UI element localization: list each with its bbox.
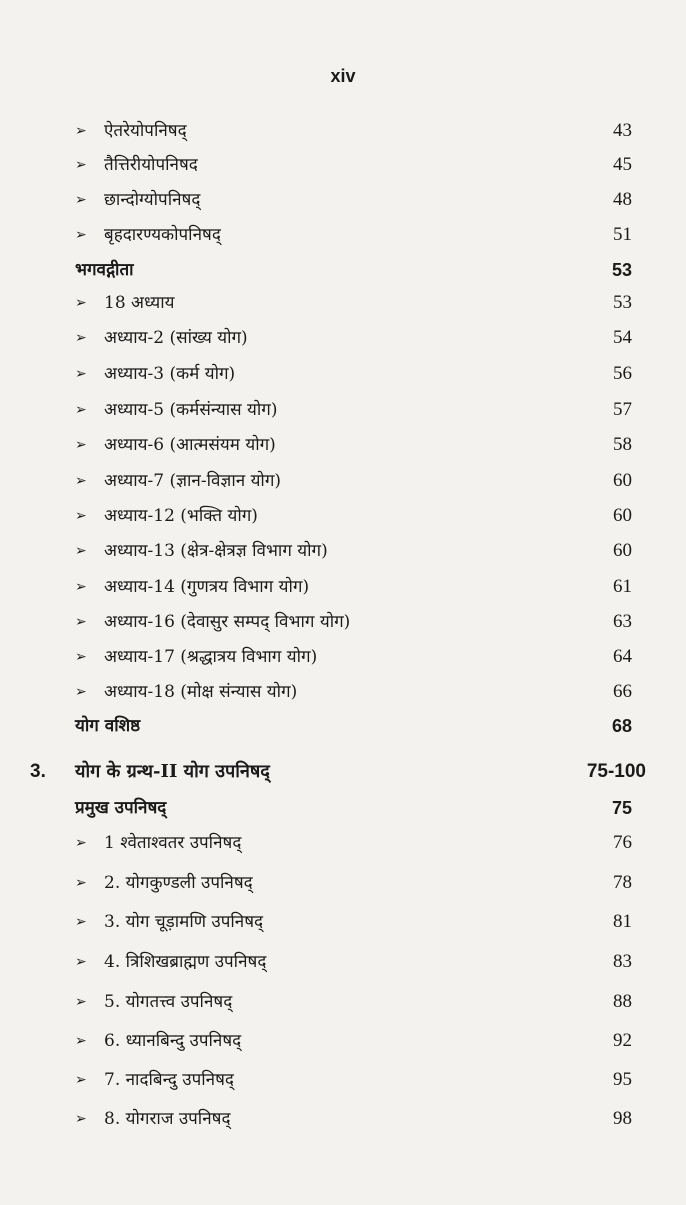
entry-title: बृहदारण्यकोपनिषद्	[104, 225, 221, 245]
entry-page: 64	[613, 646, 632, 667]
entry-title: अध्याय-18 (मोक्ष संन्यास योग)	[104, 682, 298, 702]
entry-title: अध्याय-6 (आत्मसंयम योग)	[104, 435, 276, 455]
entry-page: 58	[613, 434, 632, 455]
arrow-bullet-icon: ➢	[75, 157, 87, 173]
arrow-bullet-icon: ➢	[75, 684, 87, 700]
arrow-bullet-icon: ➢	[75, 402, 87, 418]
entry-title: 5. योगतत्त्व उपनिषद्	[104, 992, 233, 1012]
entry-page: 81	[613, 911, 632, 932]
toc-entry-shvetashvatara[interactable]	[0, 827, 686, 859]
arrow-bullet-icon: ➢	[75, 508, 87, 524]
entry-title: 8. योगराज उपनिषद्	[104, 1109, 231, 1129]
toc-entry-gita-3[interactable]	[0, 358, 686, 390]
group-title: भगवद्गीता	[75, 260, 134, 280]
toc-entry-gita-13[interactable]	[0, 535, 686, 567]
toc-entry-gita-12[interactable]	[0, 500, 686, 532]
toc-entry-gita-17[interactable]	[0, 641, 686, 673]
toc-entry-gita-7[interactable]	[0, 465, 686, 497]
toc-entry-gita-16[interactable]	[0, 606, 686, 638]
entry-title: अध्याय-3 (कर्म योग)	[104, 364, 236, 384]
entry-title: 1 श्वेताश्वतर उपनिषद्	[104, 833, 242, 853]
toc-entry-taittiriya[interactable]	[0, 149, 686, 181]
entry-title: अध्याय-5 (कर्मसंन्यास योग)	[104, 400, 278, 420]
entry-title: ऐतरेयोपनिषद्	[104, 121, 187, 141]
entry-page: 56	[613, 363, 632, 384]
entry-page: 54	[613, 327, 632, 348]
entry-title: छान्दोग्योपनिषद्	[104, 190, 201, 210]
entry-title: अध्याय-13 (क्षेत्र-क्षेत्रज्ञ विभाग योग)	[104, 541, 328, 561]
entry-page: 83	[613, 951, 632, 972]
entry-title: 7. नादबिन्दु उपनिषद्	[104, 1070, 234, 1090]
toc-entry-gita-18-moksha[interactable]	[0, 676, 686, 708]
entry-page: 43	[613, 120, 632, 141]
entry-title: 3. योग चूड़ामणि उपनिषद्	[104, 912, 264, 932]
entry-page: 66	[613, 681, 632, 702]
toc-entry-dhyanabindu[interactable]	[0, 1025, 686, 1057]
arrow-bullet-icon: ➢	[75, 330, 87, 346]
arrow-bullet-icon: ➢	[75, 579, 87, 595]
entry-page: 92	[613, 1030, 632, 1051]
toc-entry-gita-5[interactable]	[0, 394, 686, 426]
toc-entry-gita-18[interactable]	[0, 287, 686, 319]
chapter-title: योग के ग्रन्थ-II योग उपनिषद्	[75, 761, 270, 782]
entry-title: तैत्तिरीयोपनिषद	[104, 155, 198, 175]
entry-title: 18 अध्याय	[104, 293, 175, 313]
toc-group-bhagavadgita[interactable]	[0, 254, 686, 286]
entry-page: 88	[613, 991, 632, 1012]
arrow-bullet-icon: ➢	[75, 473, 87, 489]
toc-entry-gita-14[interactable]	[0, 571, 686, 603]
toc-group-yoga-vashishtha[interactable]	[0, 710, 686, 742]
entry-title: 4. त्रिशिखब्राह्मण उपनिषद्	[104, 952, 267, 972]
arrow-bullet-icon: ➢	[75, 123, 87, 139]
page-number: xiv	[330, 66, 356, 86]
arrow-bullet-icon: ➢	[75, 192, 87, 208]
arrow-bullet-icon: ➢	[75, 614, 87, 630]
arrow-bullet-icon: ➢	[75, 914, 87, 930]
toc-entry-brihadaranyaka[interactable]	[0, 219, 686, 251]
entry-page: 53	[613, 292, 632, 313]
group-title: योग वशिष्ठ	[75, 716, 141, 736]
entry-page: 76	[613, 832, 632, 853]
toc-entry-yogaraja[interactable]	[0, 1103, 686, 1135]
arrow-bullet-icon: ➢	[75, 227, 87, 243]
arrow-bullet-icon: ➢	[75, 437, 87, 453]
group-title: प्रमुख उपनिषद्	[75, 798, 167, 818]
entry-title: 2. योगकुण्डली उपनिषद्	[104, 873, 253, 893]
entry-page: 98	[613, 1108, 632, 1129]
arrow-bullet-icon: ➢	[75, 835, 87, 851]
entry-title: 6. ध्यानबिन्दु उपनिषद्	[104, 1031, 242, 1051]
entry-page: 95	[613, 1069, 632, 1090]
entry-page: 60	[613, 540, 632, 561]
entry-title: अध्याय-2 (सांख्य योग)	[104, 328, 248, 348]
entry-page: 48	[613, 189, 632, 210]
arrow-bullet-icon: ➢	[75, 366, 87, 382]
entry-title: अध्याय-14 (गुणत्रय विभाग योग)	[104, 577, 310, 597]
arrow-bullet-icon: ➢	[75, 875, 87, 891]
entry-title: अध्याय-7 (ज्ञान-विज्ञान योग)	[104, 471, 282, 491]
toc-entry-yogakundali[interactable]	[0, 867, 686, 899]
entry-page: 61	[613, 576, 632, 597]
arrow-bullet-icon: ➢	[75, 543, 87, 559]
arrow-bullet-icon: ➢	[75, 994, 87, 1010]
arrow-bullet-icon: ➢	[75, 1033, 87, 1049]
entry-title: अध्याय-17 (श्रद्धात्रय विभाग योग)	[104, 647, 318, 667]
arrow-bullet-icon: ➢	[75, 649, 87, 665]
toc-entry-aitareya[interactable]	[0, 115, 686, 147]
toc-group-pramukh-upanishad[interactable]	[0, 792, 686, 824]
arrow-bullet-icon: ➢	[75, 954, 87, 970]
toc-entry-nadabindu[interactable]	[0, 1064, 686, 1096]
toc-entry-yoga-chudamani[interactable]	[0, 906, 686, 938]
entry-title: अध्याय-12 (भक्ति योग)	[104, 506, 258, 526]
chapter-number: 3.	[30, 761, 46, 782]
toc-entry-gita-6[interactable]	[0, 429, 686, 461]
group-page: 68	[611, 716, 632, 736]
entry-page: 63	[613, 611, 632, 632]
entry-page: 57	[613, 399, 632, 420]
toc-entry-yogatattva[interactable]	[0, 986, 686, 1018]
arrow-bullet-icon: ➢	[75, 1072, 87, 1088]
group-page: 53	[611, 260, 632, 280]
entry-title: अध्याय-16 (देवासुर सम्पद् विभाग योग)	[104, 612, 351, 632]
toc-chapter-3[interactable]	[0, 756, 686, 788]
entry-page: 45	[613, 154, 632, 175]
arrow-bullet-icon: ➢	[75, 295, 87, 311]
toc-entry-gita-2[interactable]	[0, 322, 686, 354]
entry-page: 60	[613, 505, 632, 526]
toc-entry-trishikhabrahmana[interactable]	[0, 946, 686, 978]
entry-page: 78	[613, 872, 632, 893]
entry-page: 60	[613, 470, 632, 491]
toc-entry-chandogya[interactable]	[0, 184, 686, 216]
chapter-page-range: 75-100	[586, 761, 646, 782]
arrow-bullet-icon: ➢	[75, 1111, 87, 1127]
group-page: 75	[611, 798, 632, 818]
entry-page: 51	[613, 224, 632, 245]
